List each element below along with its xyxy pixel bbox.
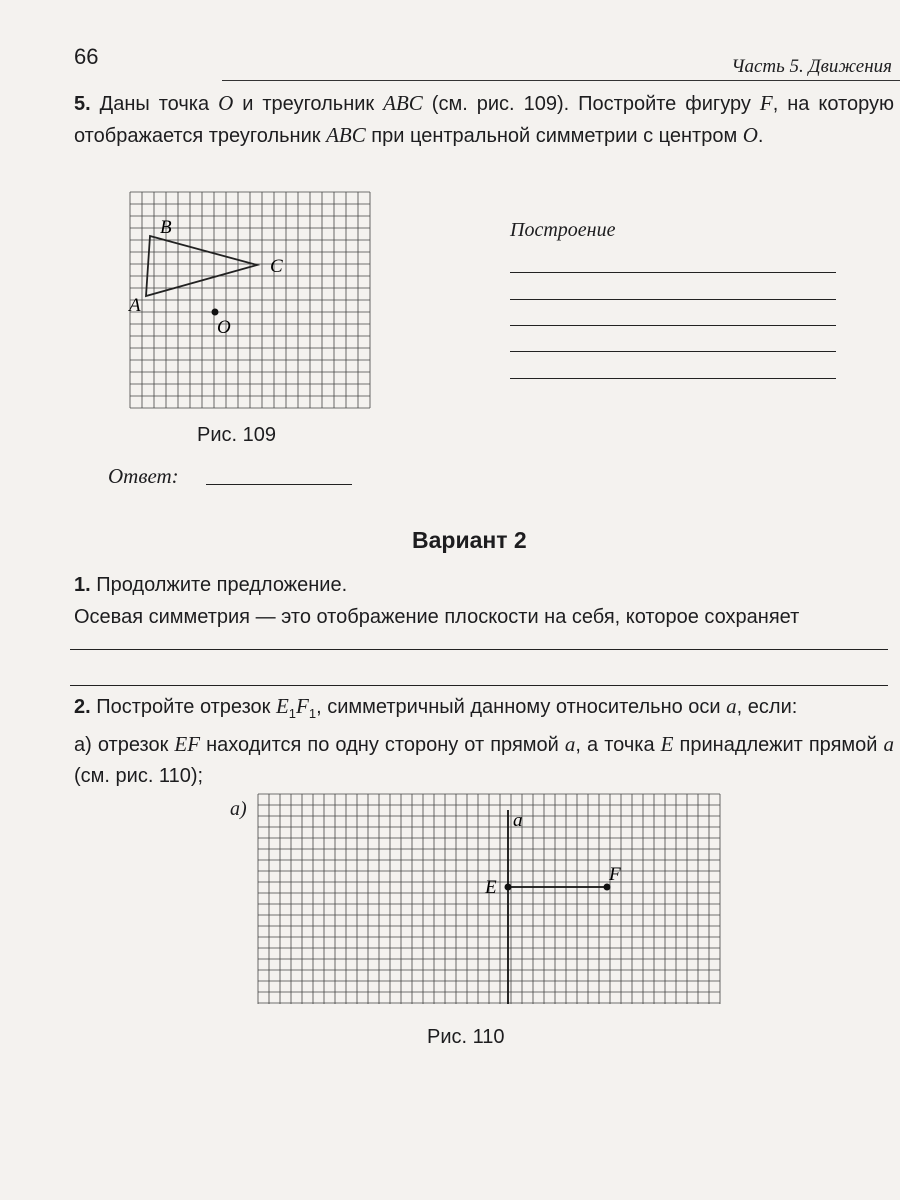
v2-task2a-part: , а точка: [575, 734, 661, 756]
task5-text-part: .: [757, 125, 764, 147]
task5-var-o: O: [218, 91, 234, 115]
task5-text-part: , на которую отображается треугольник: [74, 93, 894, 147]
triangle-abc: [146, 236, 257, 296]
v2-task2a-var: E: [660, 732, 674, 756]
v2-task2-text-part: Постройте отрезок: [96, 696, 276, 718]
running-title: Часть 5. Движения: [731, 56, 892, 77]
v2-task2a-part: (см. рис. 110);: [74, 765, 204, 787]
task5-text-part: (см. рис. 109). Постройте фигуру: [422, 93, 760, 115]
label-axis-a: a: [513, 810, 523, 831]
construction-line[interactable]: [510, 325, 836, 326]
v2-task2-text-part: , если:: [736, 696, 798, 718]
label-b: B: [160, 217, 172, 238]
figure-110-letter: а): [230, 798, 247, 820]
label-f: F: [609, 864, 621, 885]
point-e: [505, 884, 512, 891]
task5-number: 5.: [74, 93, 91, 115]
v2-task2-text: [74, 691, 894, 792]
task5-text: [74, 88, 894, 152]
construction-line[interactable]: [510, 272, 836, 273]
answer-label: Ответ:: [108, 464, 179, 488]
caption-110: Рис. 110: [427, 1026, 505, 1048]
construction-line[interactable]: [510, 351, 836, 352]
fill-line[interactable]: [70, 685, 888, 686]
v2-task2a-var: a: [883, 732, 895, 756]
construction-label: Построение: [510, 219, 616, 241]
v2-task2-number: 2.: [74, 696, 91, 718]
v2-task2-sub: 1: [288, 706, 297, 721]
label-o: O: [217, 317, 231, 338]
v2-task1-prompt: [74, 570, 894, 601]
task5-var-o: O: [742, 123, 758, 147]
fill-line[interactable]: [70, 649, 888, 650]
label-c: C: [270, 256, 283, 277]
v2-task2-var: E: [275, 694, 289, 718]
point-o: [212, 309, 219, 316]
v2-task2a-part: а) отрезок: [74, 734, 175, 756]
v2-task2-var: a: [726, 694, 737, 718]
v2-task1-prompt-text: Продолжите предложение.: [96, 574, 348, 596]
v2-task2a-part: принадлежит прямой: [673, 734, 884, 756]
label-a: A: [129, 295, 141, 316]
task5-text-part: Даны точка: [99, 93, 219, 115]
answer-line[interactable]: [206, 484, 352, 485]
construction-line[interactable]: [510, 378, 836, 379]
header-rule: [222, 80, 900, 81]
v2-task2-text-part: , симметричный данному относительно оси: [316, 696, 727, 718]
caption-109: Рис. 109: [197, 424, 276, 446]
v2-task2a-var: a: [564, 732, 576, 756]
v2-task2a-part: находится по одну сторону от прямой: [200, 734, 565, 756]
task5-text-part: и треугольник: [233, 93, 384, 115]
v2-task2a-var: EF: [174, 732, 201, 756]
figure-109: [120, 186, 380, 416]
task5-text-part: при центральной симметрии с центром: [365, 125, 743, 147]
page-number: 66: [74, 44, 99, 69]
v2-task2-sub: 1: [308, 706, 317, 721]
construction-line[interactable]: [510, 299, 836, 300]
variant-heading: Вариант 2: [412, 527, 527, 553]
task5-var-f: F: [759, 91, 773, 115]
label-e: E: [485, 877, 497, 898]
v2-task1-number: 1.: [74, 574, 91, 596]
v2-task1-sentence: Осевая симметрия — это отображение плоскости на себя, которое сохраняет: [74, 606, 800, 628]
figure-110: [250, 788, 730, 1018]
task5-var-abc: ABC: [383, 91, 423, 115]
task5-var-abc: ABC: [326, 123, 366, 147]
v2-task2-var: F: [296, 694, 309, 718]
